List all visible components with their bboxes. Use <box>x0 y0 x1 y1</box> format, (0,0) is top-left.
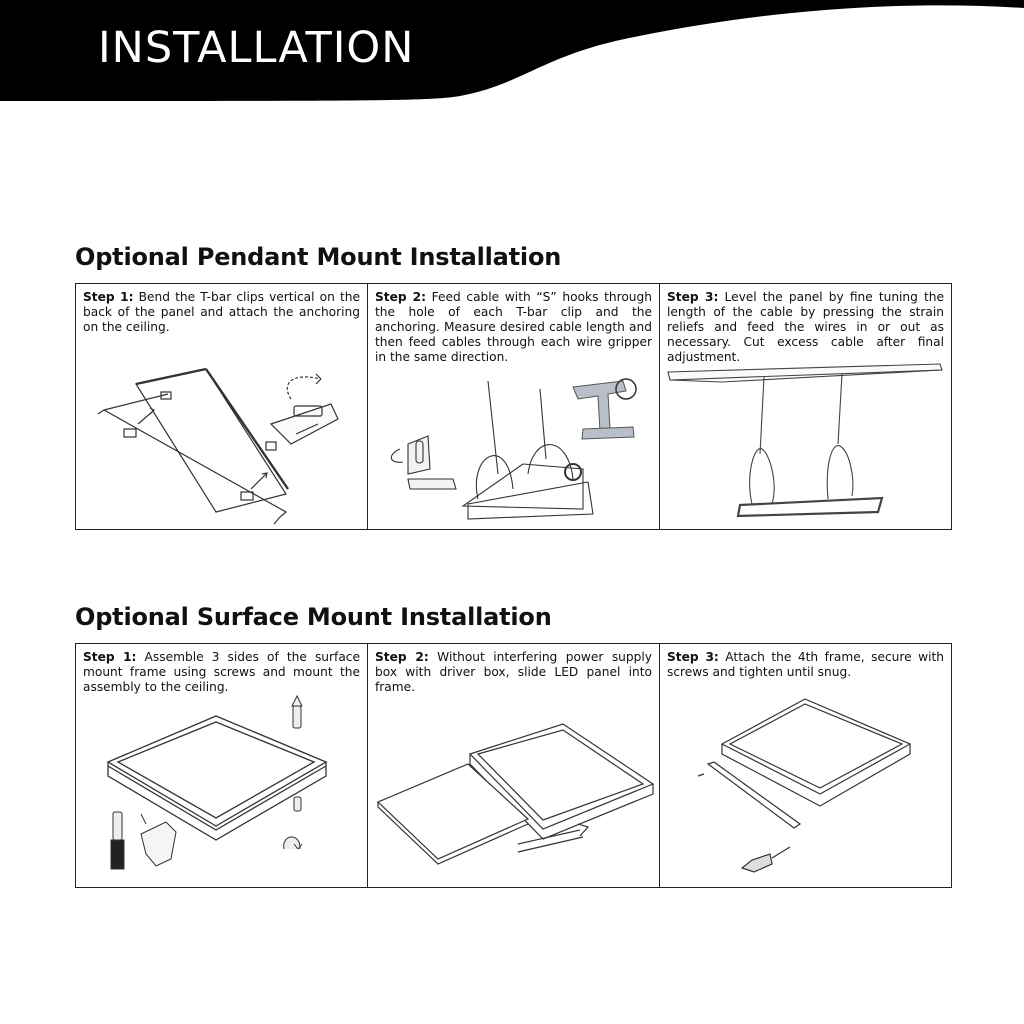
frame-assembly-illustration <box>76 644 367 887</box>
cable-hooks-illustration <box>368 284 660 529</box>
surface-step-2 <box>368 644 660 887</box>
header-banner <box>0 0 1024 110</box>
surface-step-3 <box>660 644 951 887</box>
slide-panel-illustration <box>368 644 660 887</box>
surface-step-1 <box>76 644 368 887</box>
surface-mount-heading: Optional Surface Mount Installation <box>75 603 552 631</box>
pendant-step-1-text: Step 1: Bend the T-bar clips vertical on the back of the panel and attach the anchoring on the ceiling. <box>83 290 360 334</box>
surface-steps-table <box>75 643 952 888</box>
pendant-steps-table <box>75 283 952 530</box>
surface-step-3-text: Step 3: Attach the 4th frame, secure with screws and tighten until snug. <box>667 650 944 679</box>
tbar-clips-illustration <box>76 284 367 529</box>
pendant-step-3 <box>660 284 951 529</box>
surface-step-2-text: Step 2: Without interfering power supply box with driver box, slide LED panel into frame. <box>375 650 652 694</box>
surface-step-1-text: Step 1: Assemble 3 sides of the surface mount frame using screws and mount the assembly to the ceiling. <box>83 650 360 694</box>
pendant-step-2 <box>368 284 660 529</box>
level-panel-illustration <box>660 284 951 529</box>
pendant-mount-heading: Optional Pendant Mount Installation <box>75 243 562 271</box>
pendant-step-3-text: Step 3: Level the panel by fine tuning the length of the cable by pressing the strain reliefs and feed the wires in or out as necessary. Cut excess cable after final adjustment. <box>667 290 944 364</box>
pendant-step-1 <box>76 284 368 529</box>
page-title: INSTALLATION <box>98 23 415 73</box>
pendant-step-2-text: Step 2: Feed cable with “S” hooks through the hole of each T-bar clip and the anchoring. Measure desired cable length and then feed cables through each wire gripper in the same direction. <box>375 290 652 364</box>
attach-frame-illustration <box>660 644 951 887</box>
